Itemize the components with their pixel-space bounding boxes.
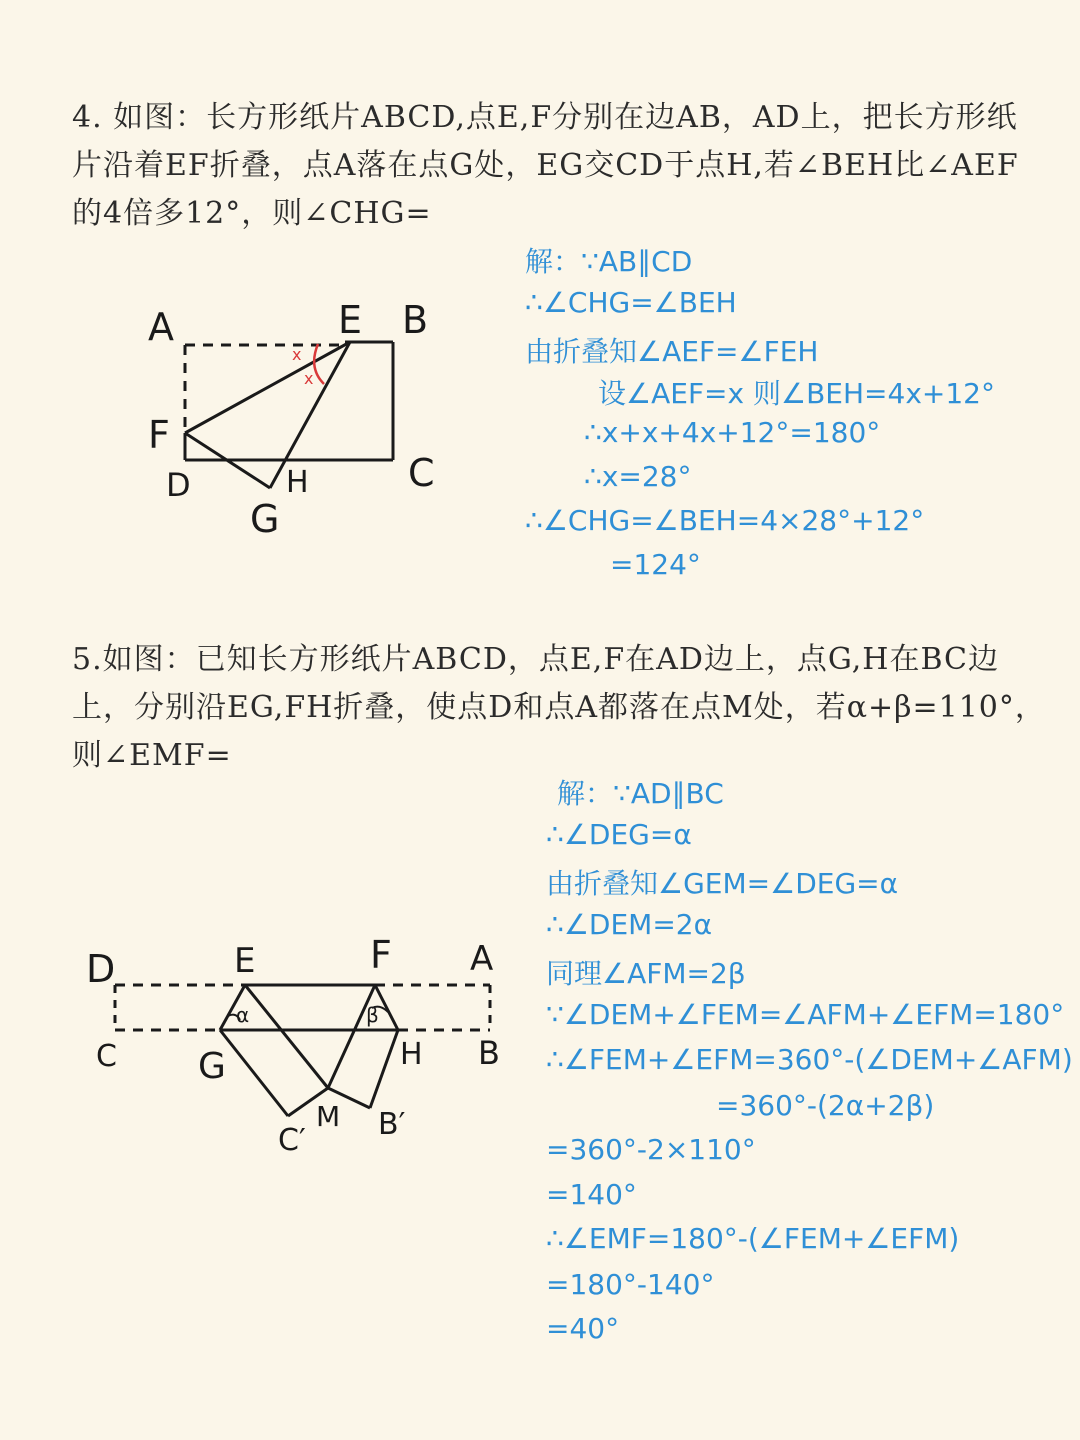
fig5-label-C: C <box>96 1039 117 1074</box>
fig4-label-E: E <box>338 298 363 342</box>
problem-4-line-1: 4. 如图：长方形纸片ABCD,点E,F分别在边AB，AD上，把长方形纸 <box>72 100 1018 135</box>
fig5-label-B: B <box>478 1034 500 1072</box>
sol5-line-12: =180°-140° <box>546 1268 715 1301</box>
fig4-label-B: B <box>402 298 429 342</box>
sol5-line-3: 由折叠知∠GEM=∠DEG=α <box>546 867 899 900</box>
sol5-line-13: =40° <box>546 1312 620 1345</box>
fig5-label-A: A <box>470 939 494 979</box>
fig4-mark-1: x <box>292 345 302 364</box>
sol4-line-6: ∴x=28° <box>584 460 692 493</box>
sol5-line-9: =360°-2×110° <box>546 1133 756 1166</box>
fig4-label-A: A <box>148 305 174 349</box>
fig4-label-H: H <box>286 465 309 500</box>
fig5-label-C1: C′ <box>278 1123 306 1158</box>
sol5-line-10: =140° <box>546 1178 637 1211</box>
fig5-label-F: F <box>370 933 392 977</box>
fig5-label-beta: β <box>366 1003 379 1027</box>
problem-5-line-2: 上，分别沿EG,FH折叠，使点D和点A都落在点M处，若α+β=110°， <box>72 690 1046 725</box>
sol4-line-7: ∴∠CHG=∠BEH=4×28°+12° <box>525 504 925 537</box>
sol5-line-7: ∴∠FEM+∠EFM=360°-(∠DEM+∠AFM) <box>546 1043 1073 1076</box>
fig4-label-C: C <box>408 451 435 495</box>
sol5-line-5: 同理∠AFM=2β <box>546 957 746 990</box>
fig4-mark-2: x <box>304 369 314 388</box>
fig4-label-G: G <box>250 497 280 541</box>
fig5-label-M: M <box>316 1100 341 1133</box>
fig5-label-B1: B′ <box>378 1107 406 1142</box>
fig4-label-F: F <box>148 413 170 457</box>
problem-5-line-1: 5.如图：已知长方形纸片ABCD，点E,F在AD边上，点G,H在BC边 <box>72 642 1000 677</box>
sol4-line-8: =124° <box>610 548 701 581</box>
sol4-line-3: 由折叠知∠AEF=∠FEH <box>525 335 819 368</box>
problem-4-line-3: 的4倍多12°，则∠CHG= <box>72 196 432 231</box>
sol5-line-4: ∴∠DEM=2α <box>546 908 713 941</box>
fig5-label-G: G <box>198 1046 226 1087</box>
fig5-label-alpha: α <box>236 1003 250 1027</box>
fig5-label-D: D <box>86 947 116 991</box>
sol4-line-2: ∴∠CHG=∠BEH <box>525 286 737 319</box>
sol4-line-4: 设∠AEF=x 则∠BEH=4x+12° <box>598 377 995 410</box>
sol5-line-6: ∵∠DEM+∠FEM=∠AFM+∠EFM=180° <box>546 998 1065 1031</box>
problem-5-line-3: 则∠EMF= <box>72 738 232 773</box>
sol5-line-11: ∴∠EMF=180°-(∠FEM+∠EFM) <box>546 1222 960 1255</box>
sol5-line-8: =360°-(2α+2β) <box>716 1089 935 1122</box>
sol5-line-1: 解：∵AD∥BC <box>557 777 724 810</box>
sol4-line-1: 解：∵AB∥CD <box>525 245 693 278</box>
problem-4-line-2: 片沿着EF折叠，点A落在点G处，EG交CD于点H,若∠BEH比∠AEF <box>72 148 1019 183</box>
sol4-line-5: ∴x+x+4x+12°=180° <box>584 416 881 449</box>
fig5-label-E: E <box>234 941 256 981</box>
sol5-line-2: ∴∠DEG=α <box>546 818 692 851</box>
fig5-label-H: H <box>400 1037 423 1072</box>
fig4-label-D: D <box>166 466 191 504</box>
